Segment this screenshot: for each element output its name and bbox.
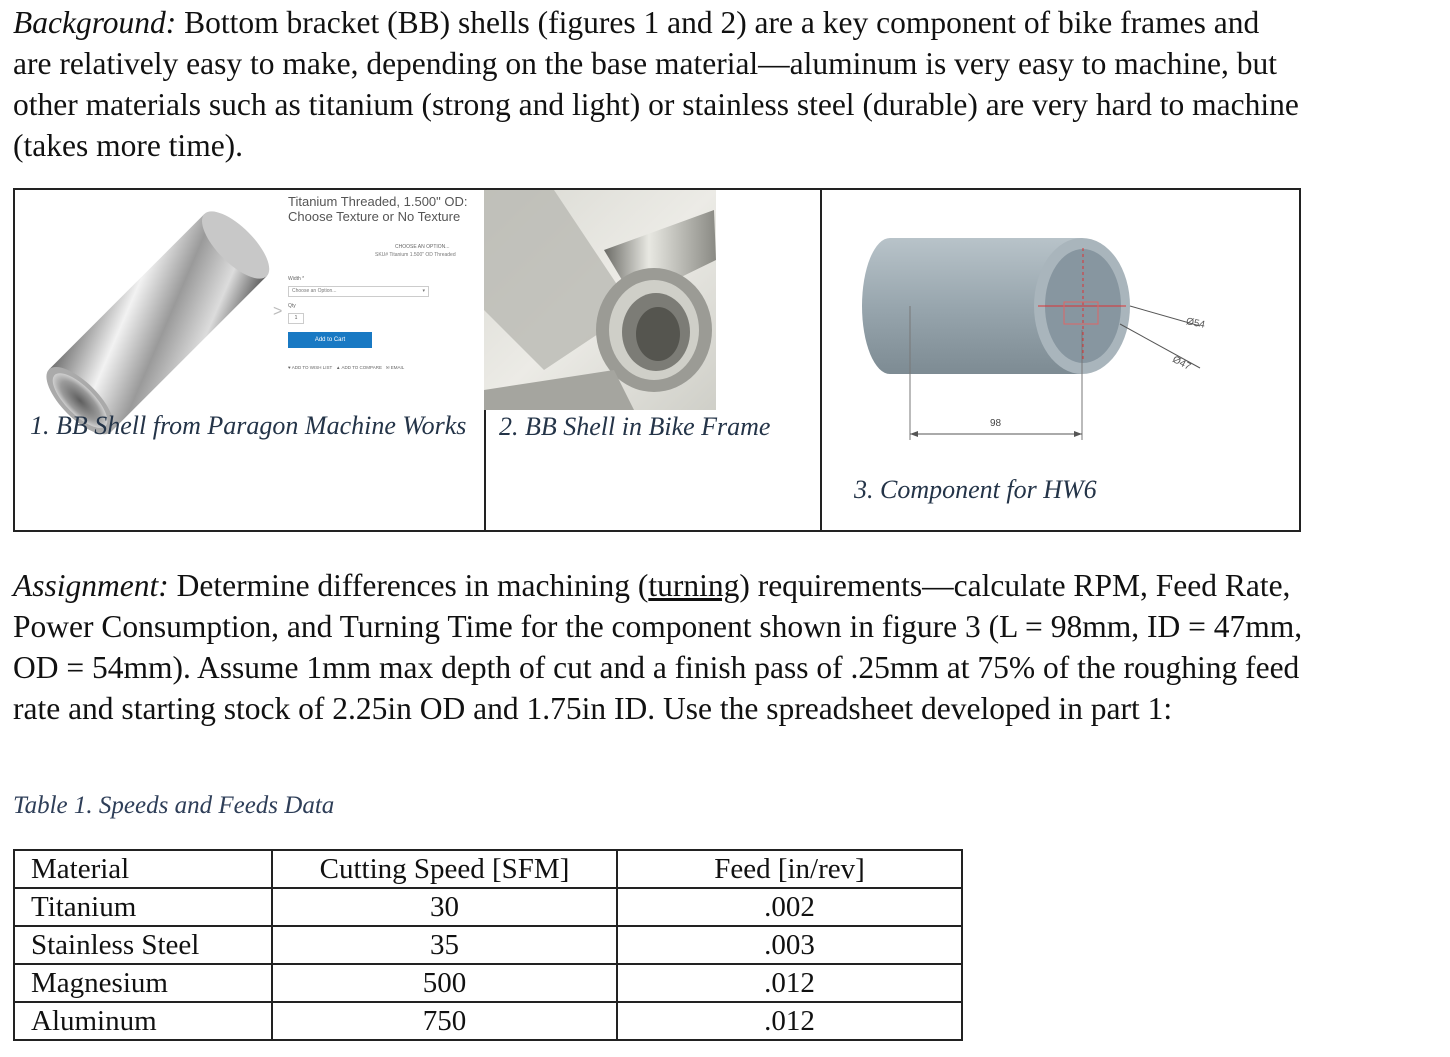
qty-label: Qty — [288, 303, 296, 309]
background-label: Background: — [13, 5, 177, 40]
material-cell: Aluminum — [14, 1002, 272, 1040]
figure-2-cell — [484, 190, 822, 530]
wishlist-link[interactable]: ADD TO WISH LIST — [291, 365, 333, 370]
compare-link[interactable]: ADD TO COMPARE — [341, 365, 382, 370]
table-row — [14, 888, 962, 926]
speed-cell: 500 — [272, 964, 617, 1002]
table-row — [14, 964, 962, 1002]
outer-diameter-dimension: Ø54 — [1185, 316, 1206, 331]
component-cad-drawing — [820, 190, 1300, 460]
add-to-cart-button[interactable]: Add to Cart — [288, 332, 372, 348]
heart-icon: ♥ — [288, 365, 291, 370]
background-paragraph — [13, 2, 1303, 166]
sku-text: SKU# Titanium 1.500" OD Threaded — [375, 252, 456, 258]
speed-cell: 30 — [272, 888, 617, 926]
speed-cell: 750 — [272, 1002, 617, 1040]
length-dimension: 98 — [990, 418, 1002, 429]
speeds-feeds-table — [13, 849, 963, 1041]
table-header-row — [14, 850, 962, 888]
assignment-text-2: ) requirements—calculate RPM, Feed Rate, Power Consumption, and Turning Time for the component shown in figure 3 (L = 98mm, ID = 47mm, OD = 54mm). Assume 1mm max depth of cut and a finish pass of .25mm at 75% of the roughing feed rate and starting stock of 2.25in OD and 1.75in ID. Use the spreadsheet developed in part 1: — [13, 568, 1303, 726]
bike-frame-photo — [484, 190, 820, 410]
background-text: Bottom bracket (BB) shells (figures 1 and 2) are a key component of bike frames and are relatively easy to make, depending on the base material—aluminum is very easy to machine, but other materials such as titanium (strong and light) or stainless steel (durable) are very hard to machine (takes more time). — [13, 5, 1299, 163]
table-row — [14, 1002, 962, 1040]
material-cell: Stainless Steel — [14, 926, 272, 964]
table-caption: Table 1. Speeds and Feeds Data — [13, 792, 335, 819]
material-cell: Titanium — [14, 888, 272, 926]
speed-cell: 35 — [272, 926, 617, 964]
feed-cell: .012 — [617, 964, 962, 1002]
svg-text:>: > — [273, 303, 283, 320]
bb-shell-product-image — [15, 190, 484, 530]
figure-1-cell — [15, 190, 486, 530]
product-title: Titanium Threaded, 1.500" OD: Choose Texture or No Texture — [288, 194, 468, 224]
choose-option-text: CHOOSE AN OPTION... — [395, 244, 450, 250]
email-icon: ✉ — [385, 365, 390, 370]
figure-3-caption: 3. Component for HW6 — [854, 475, 1097, 504]
width-select-value: Choose an Option... — [292, 288, 337, 294]
chevron-down-icon: ▾ — [422, 288, 425, 294]
assignment-text-1: Determine differences in machining ( — [168, 568, 649, 603]
figure-3-cell — [820, 190, 1299, 530]
inner-diameter-dimension: Ø47 — [1170, 354, 1193, 373]
header-material: Material — [14, 850, 272, 888]
assignment-paragraph — [13, 565, 1303, 729]
feed-cell: .003 — [617, 926, 962, 964]
chart-icon: ▲ — [335, 365, 341, 370]
figure-2-caption: 2. BB Shell in Bike Frame — [499, 412, 771, 441]
assignment-label: Assignment: — [13, 568, 169, 603]
qty-input[interactable]: 1 — [288, 313, 304, 324]
figure-1-caption: 1. BB Shell from Paragon Machine Works — [30, 411, 467, 440]
header-feed: Feed [in/rev] — [617, 850, 962, 888]
product-actions — [288, 365, 404, 371]
feed-cell: .012 — [617, 1002, 962, 1040]
feed-cell: .002 — [617, 888, 962, 926]
header-cutting-speed: Cutting Speed [SFM] — [272, 850, 617, 888]
width-select[interactable] — [288, 286, 429, 297]
assignment-underlined-word: turning — [648, 568, 740, 603]
email-link[interactable]: EMAIL — [390, 365, 405, 370]
figure-table — [13, 188, 1301, 532]
table-row — [14, 926, 962, 964]
material-cell: Magnesium — [14, 964, 272, 1002]
width-label: Width * — [288, 276, 305, 282]
